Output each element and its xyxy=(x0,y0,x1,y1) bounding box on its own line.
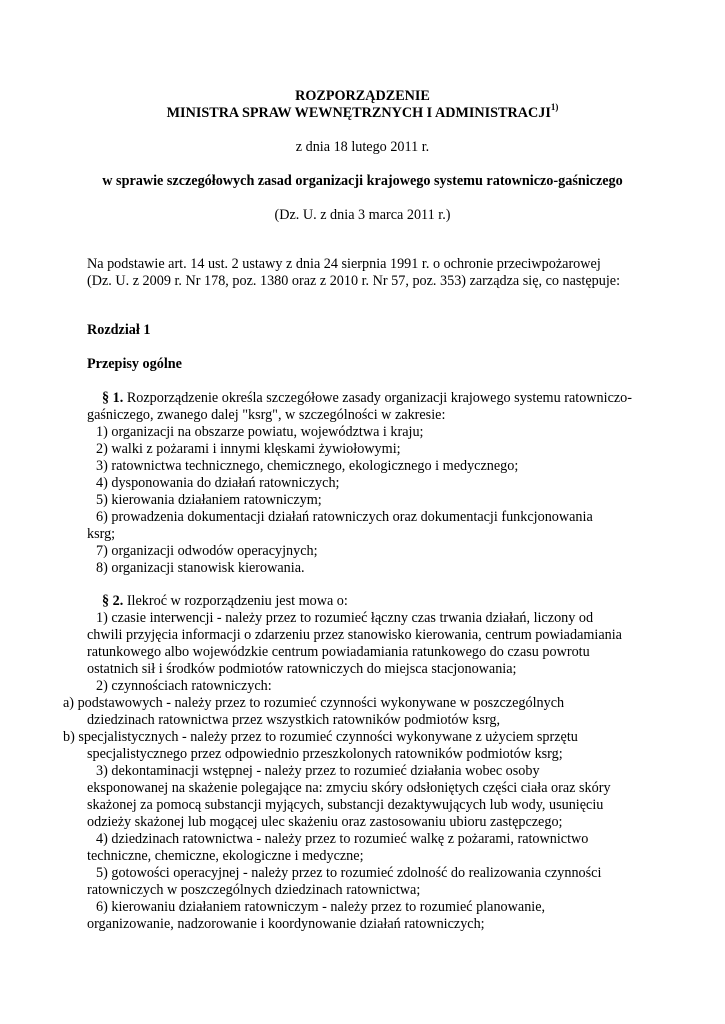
definition-line: odzieży skażonej lub mogącej ulec skażeniu oraz zastosowaniu ubioru zastępczego; xyxy=(87,814,563,830)
definition-line: 5) gotowości operacyjnej - należy przez to rozumieć zdolność do realizowania czynności xyxy=(96,865,602,881)
document-subject: w sprawie szczegółowych zasad organizacji krajowego systemu ratowniczo-gaśniczego xyxy=(102,173,623,189)
definition-line: 4) dziedzinach ratownictwa - należy przez to rozumieć walkę z pożarami, ratownictwo xyxy=(96,831,589,847)
definition-line: 1) czasie interwencji - należy przez to rozumieć łączny czas trwania działań, liczony od xyxy=(96,610,594,626)
section1-intro-cont: gaśniczego, zwanego dalej "ksrg", w szczególności w zakresie: xyxy=(87,407,446,423)
definition-line: eksponowanej na skażenie polegające na: zmyciu skóry odsłoniętych części ciała oraz skóry xyxy=(87,780,611,796)
preamble-line: (Dz. U. z 2009 r. Nr 178, poz. 1380 oraz z 2010 r. Nr 57, poz. 353) zarządza się, co następuje: xyxy=(87,273,621,289)
title-text: MINISTRA SPRAW WEWNĘTRZNYCH I ADMINISTRACJI xyxy=(166,105,551,121)
list-item: 6) prowadzenia dokumentacji działań ratowniczych oraz dokumentacji funkcjonowania xyxy=(96,509,593,525)
definition-line: organizowanie, nadzorowanie i koordynowanie działań ratowniczych; xyxy=(87,916,485,932)
definition-line: skażonej za pomocą substancji myjących, substancji dezaktywujących lub wody, usunięciu xyxy=(87,797,604,813)
publication-reference: (Dz. U. z dnia 3 marca 2011 r.) xyxy=(274,207,451,223)
list-item: 3) ratownictwa technicznego, chemicznego, ekologicznego i medycznego; xyxy=(96,458,519,474)
title-footnote-marker: 1) xyxy=(550,102,559,113)
preamble-line: Na podstawie art. 14 ust. 2 ustawy z dnia 24 sierpnia 1991 r. o ochronie przeciwpożarowej xyxy=(87,256,601,272)
definition-line: a) podstawowych - należy przez to rozumieć czynności wykonywane w poszczególnych xyxy=(63,695,565,711)
definition-line: dziedzinach ratownictwa przez wszystkich ratowników podmiotów ksrg, xyxy=(87,712,501,728)
section2-intro xyxy=(102,593,348,610)
list-item: 8) organizacji stanowisk kierowania. xyxy=(96,560,305,576)
document-title-line1: ROZPORZĄDZENIE xyxy=(295,88,430,104)
definition-line: b) specjalistycznych - należy przez to rozumieć czynności wykonywane z użyciem sprzętu xyxy=(63,729,578,745)
list-item: 5) kierowania działaniem ratowniczym; xyxy=(96,492,322,508)
chapter-title: Przepisy ogólne xyxy=(87,356,182,372)
chapter-number: Rozdział 1 xyxy=(87,322,151,338)
definition-line: specjalistycznego przez odpowiednio przeszkolonych ratowników podmiotów ksrg; xyxy=(87,746,563,762)
definition-line: 2) czynnościach ratowniczych: xyxy=(96,678,272,694)
definition-line: ostatnich sił i środków podmiotów ratowniczych do miejsca stacjonowania; xyxy=(87,661,517,677)
list-item: 4) dysponowania do działań ratowniczych; xyxy=(96,475,340,491)
list-item: 1) organizacji na obszarze powiatu, województwa i kraju; xyxy=(96,424,424,440)
definition-line: ratowniczych w poszczególnych dziedzinach ratownictwa; xyxy=(87,882,421,898)
definition-line: 3) dekontaminacji wstępnej - należy przez to rozumieć działania wobec osoby xyxy=(96,763,540,779)
definition-line: chwili przyjęcia informacji o zdarzeniu przez stanowisko kierowania, centrum powiadamiania xyxy=(87,627,622,643)
section-mark: § 2. xyxy=(102,593,124,609)
list-item: 2) walki z pożarami i innymi klęskami żywiołowymi; xyxy=(96,441,401,457)
section1-intro xyxy=(102,390,632,407)
list-item-cont: ksrg; xyxy=(87,526,116,542)
document-date: z dnia 18 lutego 2011 r. xyxy=(295,139,430,155)
definition-line: techniczne, chemiczne, ekologiczne i medyczne; xyxy=(87,848,364,864)
definition-line: ratunkowego albo wojewódzkie centrum powiadamiania ratunkowego do czasu powrotu xyxy=(87,644,590,660)
document-title-line2 xyxy=(0,102,725,122)
list-item: 7) organizacji odwodów operacyjnych; xyxy=(96,543,318,559)
definition-line: 6) kierowaniu działaniem ratowniczym - należy przez to rozumieć planowanie, xyxy=(96,899,546,915)
section-text: Ilekroć w rozporządzeniu jest mowa o: xyxy=(123,593,348,609)
section-mark: § 1. xyxy=(102,390,124,406)
section-text: Rozporządzenie określa szczegółowe zasady organizacji krajowego systemu ratowniczo- xyxy=(123,390,632,406)
